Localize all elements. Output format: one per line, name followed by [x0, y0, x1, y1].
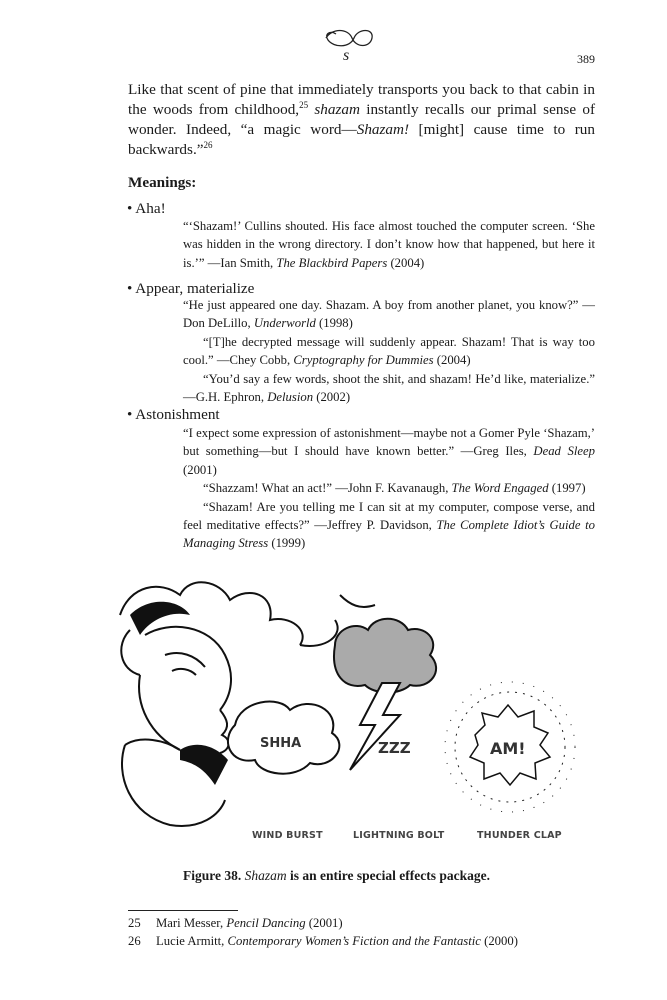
footnote-ref-25[interactable]: 25: [299, 99, 309, 110]
label-wind-burst: WIND BURST: [252, 830, 323, 841]
quote: “Shazzam! What an act!” —John F. Kavanaugh, The Word Engaged (1997): [203, 481, 586, 496]
figure-caption: Figure 38. Shazam is an entire special effects package.: [183, 868, 490, 883]
storm-cloud: [334, 619, 436, 693]
quote: “‘Shazam!’ Cullins shouted. His face almost touched the computer screen. ‘She was hidden in the wrong directory. I don’t know how that happened, but here it is.’” —Ian Smith, The Blackbird Papers (2004): [183, 219, 595, 270]
lightning-text: ZZZ: [378, 739, 411, 757]
meaning-astonishment: • Astonishment: [127, 406, 220, 423]
footnote-26: 26 Lucie Armitt, Contemporary Women’s Fiction and the Fantastic (2000): [128, 934, 518, 948]
quote-block-aha: [183, 217, 595, 272]
label-thunder-clap: THUNDER CLAP: [477, 830, 562, 841]
quote: “[T]he decrypted message will suddenly appear. Shazam! That is way too cool.” —Chey Cobb, Cryptography for Dummies (2004): [183, 334, 595, 368]
meaning-aha: • Aha!: [127, 200, 166, 217]
footnote-divider: [128, 910, 238, 911]
quote-block-appear: [183, 296, 595, 406]
intro-paragraph: Like that scent of pine that immediately transports you back to that cabin in the woods from childhood,$^{25}$ shazam instantly recalls our primal sense of wonder. Indeed, “a magic word—Shazam! [might] cause time to run backwards.”$^{26}$: [128, 81, 595, 158]
thunder-clap-text: AM!: [490, 739, 526, 758]
quote: “Shazam! Are you telling me I can sit at my computer, compose verse, and feel meditative effects?” —Jeffrey P. Davidson, The Complete Idiot’s Guide to Managing Stress (1999): [183, 499, 595, 551]
sound-effects-illustration: [110, 575, 590, 845]
label-lightning-bolt: LIGHTNING BOLT: [353, 830, 445, 841]
wind-burst-text: SHHA: [260, 736, 302, 751]
wind-shoulder-shading: [180, 745, 228, 785]
quote: “He just appeared one day. Shazam. A boy from another planet, you know?” —Don DeLillo, Underworld (1998): [183, 298, 595, 331]
footnote-ref-26[interactable]: 26: [203, 139, 213, 150]
page-number: 389: [577, 52, 595, 66]
svg-text:s: s: [343, 47, 350, 64]
quote: “I expect some expression of astonishment—maybe not a Gomer Pyle ‘Shazam,’ but something—but I should have known better.” —Greg Iles, Dead Sleep (2001): [183, 426, 595, 477]
wind-hair-shading: [130, 602, 190, 635]
meanings-heading: Meanings:: [128, 174, 197, 191]
meaning-appear: • Appear, materialize: [127, 280, 255, 297]
quote: “You’d say a few words, shoot the shit, and shazam! He’d like, materialize.” —G.H. Ephron, Delusion (2002): [183, 371, 595, 405]
footnote-25: 25 Mari Messer, Pencil Dancing (2001): [128, 916, 343, 930]
quote-block-astonishment: [183, 424, 595, 553]
flourish-s-icon: [318, 24, 378, 64]
